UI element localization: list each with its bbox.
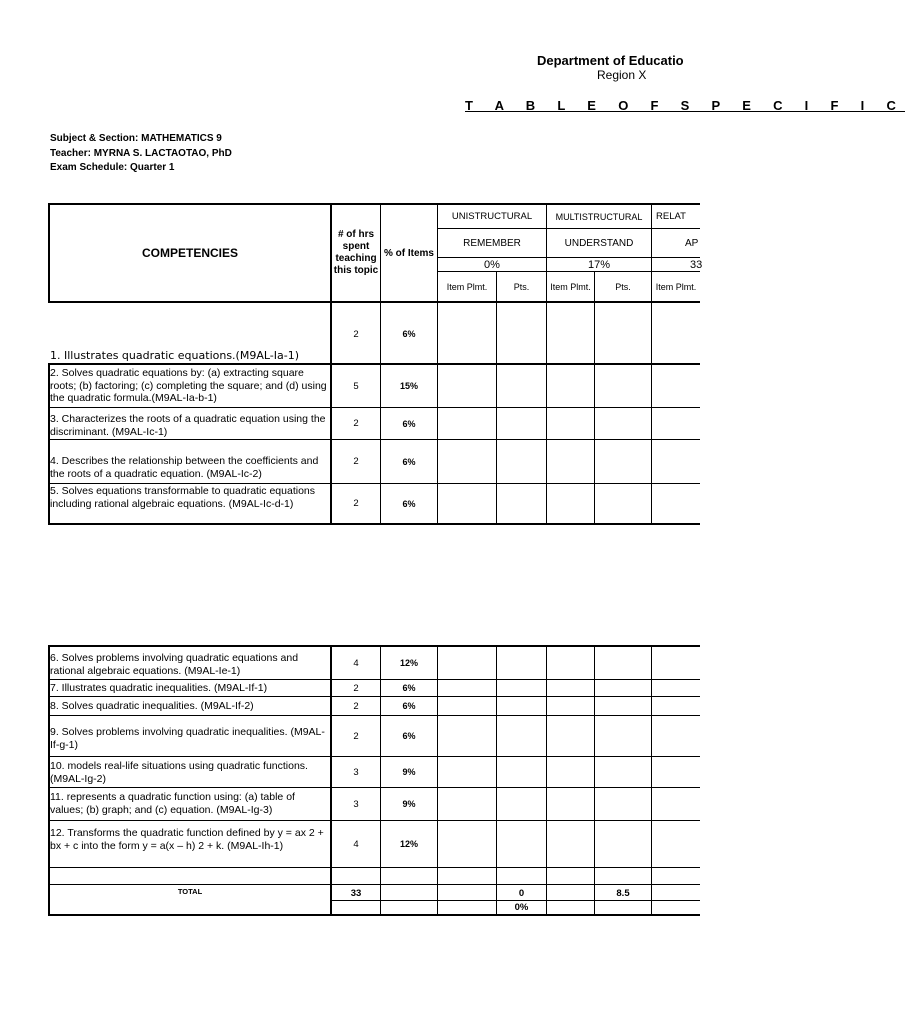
total-remember-pct: 0% (514, 902, 529, 913)
pct-1: 6% (402, 329, 416, 339)
multistructural-header: MULTISTRUCTURAL (555, 211, 643, 222)
competency-11: 11. represents a quadratic function using: (a) table of values; (b) graph; and (c) equation. (M9AL-Ig-3) (50, 791, 295, 816)
competency-3: 3. Characterizes the roots of a quadratic equation using the discriminant. (M9AL-Ic-1) (50, 413, 326, 438)
teacher-name: Teacher: MYRNA S. LACTAOTAO, PhD (50, 148, 232, 159)
document-title: T A B L E O F S P E C I F I C (465, 98, 905, 113)
hrs-4: 2 (353, 456, 359, 467)
hrs-5: 2 (353, 498, 359, 509)
apply-header: AP (685, 237, 699, 249)
unistructural-header: UNISTRUCTURAL (451, 211, 533, 222)
total-label: TOTAL (177, 886, 203, 896)
exam-schedule: Exam Schedule: Quarter 1 (50, 162, 175, 173)
hrs-9: 2 (353, 730, 359, 742)
region-label: Region X (597, 68, 647, 82)
apply-pct: 33 (690, 258, 703, 271)
competency-6: 6. Solves problems involving quadratic equations and rational algebraic equations. (M9AL-Ie-1) (50, 652, 299, 677)
competency-9: 9. Solves problems involving quadratic inequalities. (M9AL-If-g-1) (50, 726, 325, 751)
hrs-2: 5 (353, 380, 359, 392)
pct-8: 6% (402, 701, 416, 711)
hrs-6: 4 (353, 657, 359, 669)
total-hrs: 33 (350, 887, 362, 899)
competency-2: 2. Solves quadratic equations by: (a) extracting square roots; (b) factoring; (c) completing the square; and (d) using the quadratic formula.(M9AL-Ia-b-1) (50, 367, 327, 404)
hrs-header: # of hrs spent teaching this topic (333, 229, 379, 276)
item-plmt-header: Item Plmt. (446, 282, 488, 292)
competency-8: 8. Solves quadratic inequalities. (M9AL-If-2) (50, 700, 254, 712)
hrs-11: 3 (353, 798, 359, 810)
item-plmt-header-2: Item Plmt. (550, 282, 591, 292)
remember-header: REMEMBER (463, 237, 521, 249)
pct-3: 6% (402, 418, 416, 429)
competency-7: 7. Illustrates quadratic inequalities. (M9AL-If-1) (50, 682, 268, 694)
pct-4: 6% (402, 456, 416, 467)
understand-pct: 17% (587, 258, 611, 271)
pct-10: 9% (402, 767, 416, 777)
hrs-1: 2 (353, 328, 359, 340)
pct-5: 6% (402, 498, 416, 509)
pct-12: 12% (399, 839, 418, 849)
pct-2: 15% (399, 381, 418, 391)
competency-10: 10. models real-life situations using quadratic functions. (M9AL-Ig-2) (50, 760, 308, 785)
subject-section: Subject & Section: MATHEMATICS 9 (50, 133, 222, 144)
pts-header-2: Pts. (615, 282, 631, 292)
pct-items-header: % of Items (383, 247, 434, 259)
hrs-10: 3 (353, 766, 359, 778)
understand-header: UNDERSTAND (564, 237, 634, 249)
competencies-header: COMPETENCIES (141, 246, 238, 260)
total-understand-pts: 8.5 (616, 887, 630, 899)
total-remember-pts: 0 (518, 887, 525, 899)
pct-11: 9% (402, 799, 416, 809)
hrs-8: 2 (353, 700, 359, 712)
item-plmt-header-3: Item Plmt. (655, 282, 697, 292)
competency-1: 1. Illustrates quadratic equations.(M9AL-Ia-1) (50, 349, 300, 362)
remember-pct: 0% (484, 258, 500, 271)
relational-header: RELAT (656, 211, 686, 222)
competency-5: 5. Solves equations transformable to quadratic equations including rational algebraic equations. (M9AL-Ic-d-1) (50, 485, 315, 510)
competency-12: 12. Transforms the quadratic function defined by y = ax 2 + bx + c into the form y = a(x – h) 2 + k. (M9AL-Ih-1) (50, 827, 324, 852)
hrs-3: 2 (353, 418, 359, 429)
hrs-7: 2 (353, 682, 359, 694)
pct-6: 12% (399, 658, 418, 668)
pct-9: 6% (402, 731, 416, 741)
hrs-12: 4 (353, 838, 359, 850)
pct-7: 6% (402, 683, 416, 693)
department-title: Department of Educatio (537, 53, 684, 68)
competency-4: 4. Describes the relationship between the coefficients and the roots of a quadratic equation. (M9AL-Ic-2) (50, 455, 319, 480)
pts-header: Pts. (513, 282, 530, 292)
